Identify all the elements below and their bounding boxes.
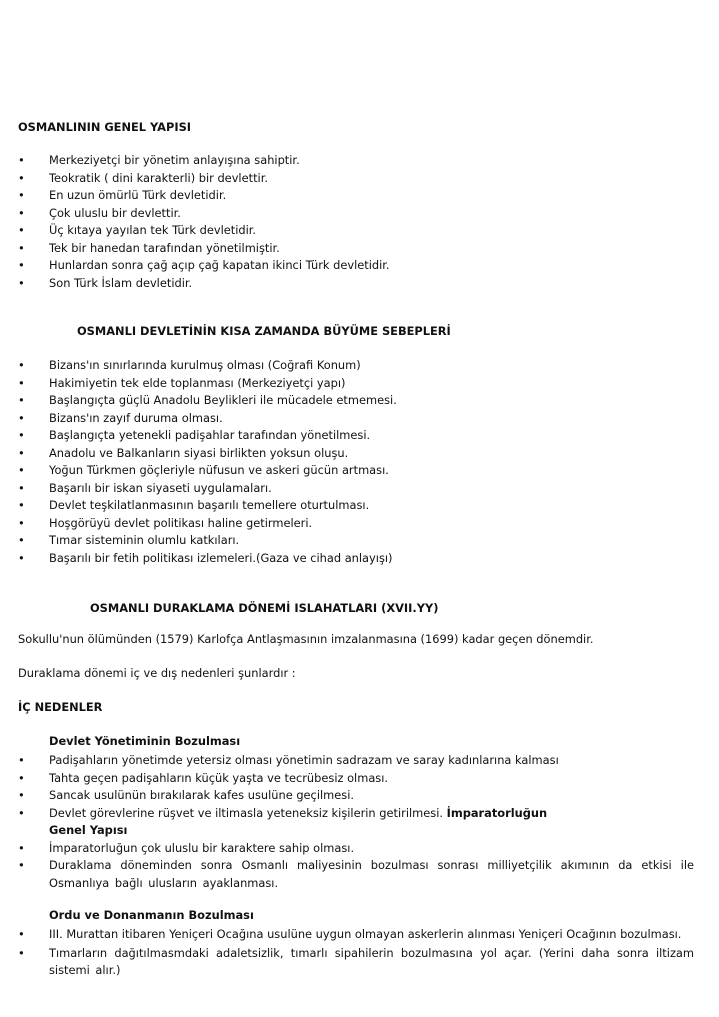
list-item: • Teokratik ( dini karakterli) bir devlettir. xyxy=(18,170,390,188)
bullet: • xyxy=(18,428,25,442)
list-item: • Devlet görevlerine rüşvet ve iltimasla yeteneksiz kişilerin getirilmesi. İmparatorluğun xyxy=(18,805,694,823)
bullet: • xyxy=(18,927,25,941)
list-item: • Tımarların dağıtılmasmdaki adaletsizlik, tımarlı sipahilerin bozulmasına yol açar. (Yerini daha sonra iltizam sistemi alır.) xyxy=(18,945,694,977)
list-item: • Yoğun Türkmen göçleriyle nüfusun ve askeri gücün artması. xyxy=(18,462,397,480)
list-item: • Tımar sisteminin olumlu katkıları. xyxy=(18,532,397,550)
list-item: • Son Türk İslam devletidir. xyxy=(18,275,390,293)
bullet: • xyxy=(18,770,25,785)
list-item-continuation xyxy=(18,822,694,840)
list-item: • Merkeziyetçi bir yönetim anlayışına sahiptir. xyxy=(18,152,390,170)
list-item: • Duraklama döneminden sonra Osmanlı maliyesinin bozulması sonrası milliyetçilik akımının da etkisi ile Osmanlıya bağlı ulusların ayaklanması. xyxy=(18,858,694,890)
subheading-ordu-donanma: Ordu ve Donanmanın Bozulması xyxy=(49,908,254,922)
bullet: • xyxy=(18,753,25,767)
list-item: • Tek bir hanedan tarafından yönetilmiştir. xyxy=(18,240,390,258)
section-title-buyume-sebepleri: OSMANLI DEVLETİNİN KISA ZAMANDA BÜYÜME SEBEPLERİ xyxy=(77,324,451,338)
bullet: • xyxy=(18,805,25,820)
list-item: • Sancak usulünün bırakılarak kafes usulüne geçilmesi. xyxy=(18,787,694,805)
list-item: • Bizans'ın zayıf duruma olması. xyxy=(18,410,397,428)
list-item: • Hakimiyetin tek elde toplanması (Merkeziyetçi yapı) xyxy=(18,375,397,393)
list-item: • Hunlardan sonra çağ açıp çağ kapatan ikinci Türk devletidir. xyxy=(18,257,390,275)
list-item: • İmparatorluğun çok uluslu bir karaktere sahip olması. xyxy=(18,840,694,858)
subheading-devlet-yonetimi: Devlet Yönetiminin Bozulması xyxy=(49,734,241,748)
bullet: • xyxy=(18,788,25,802)
bullet: • xyxy=(18,445,25,460)
list-buyume-sebepleri xyxy=(18,357,397,567)
bullet: • xyxy=(18,550,25,565)
inline-bold-heading: Genel Yapısı xyxy=(49,823,128,837)
list-item: • Üç kıtaya yayılan tek Türk devletidir. xyxy=(18,222,390,240)
list-item: • Başarılı bir iskan siyaseti uygulamaları. xyxy=(18,480,397,498)
bullet: • xyxy=(18,375,25,390)
bullet: • xyxy=(18,533,25,547)
list-item: • Bizans'ın sınırlarında kurulmuş olması (Coğrafi Konum) xyxy=(18,357,397,375)
bullet: • xyxy=(18,358,25,372)
heading-ic-nedenler: İÇ NEDENLER xyxy=(18,700,103,714)
section-title-duraklama: OSMANLI DURAKLAMA DÖNEMİ ISLAHATLARI (XVII.YY) xyxy=(90,601,439,615)
bullet: • xyxy=(18,840,25,855)
list-devlet-yonetimi xyxy=(18,752,694,892)
list-item: • Tahta geçen padişahların küçük yaşta ve tecrübesiz olması. xyxy=(18,770,694,788)
bullet: • xyxy=(18,463,25,477)
bullet: • xyxy=(18,170,25,185)
list-item: • Başlangıçta güçlü Anadolu Beylikleri ile mücadele etmemesi. xyxy=(18,392,397,410)
bullet: • xyxy=(18,393,25,407)
bullet: • xyxy=(18,153,25,167)
bullet: • xyxy=(18,480,25,495)
paragraph-donem-tanimi: Sokullu'nun ölümünden (1579) Karlofça Antlaşmasının imzalanmasına (1699) kadar geçen dönemdir. xyxy=(18,632,594,646)
paragraph-nedenler: Duraklama dönemi iç ve dış nedenleri şunlardır : xyxy=(18,666,296,680)
bullet: • xyxy=(18,275,25,290)
bullet: • xyxy=(18,240,25,255)
list-item: • En uzun ömürlü Türk devletidir. xyxy=(18,187,390,205)
bullet: • xyxy=(18,410,25,425)
list-item: • III. Murattan itibaren Yeniçeri Ocağına usulüne uygun olmayan askerlerin alınması Yeniçeri Ocağının bozulması. xyxy=(18,926,689,944)
bullet: • xyxy=(18,858,25,872)
list-item: • Başlangıçta yetenekli padişahlar tarafından yönetilmesi. xyxy=(18,427,397,445)
bullet: • xyxy=(18,515,25,530)
inline-bold-heading: İmparatorluğun xyxy=(446,805,548,820)
bullet: • xyxy=(18,945,25,960)
section-title-genel-yapi: OSMANLININ GENEL YAPISI xyxy=(18,120,192,134)
list-item: • Hoşgörüyü devlet politikası haline getirmeleri. xyxy=(18,515,397,533)
list-genel-yapi xyxy=(18,152,390,292)
list-item: • Anadolu ve Balkanların siyasi birlikten yoksun oluşu. xyxy=(18,445,397,463)
list-item: • Başarılı bir fetih politikası izlemeleri.(Gaza ve cihad anlayışı) xyxy=(18,550,397,568)
bullet: • xyxy=(18,205,25,220)
list-item: • Padişahların yönetimde yetersiz olması yönetimin sadrazam ve saray kadınlarına kalması xyxy=(18,752,694,770)
bullet: • xyxy=(18,223,25,237)
bullet: • xyxy=(18,188,25,202)
list-item: • Devlet teşkilatlanmasının başarılı temellere oturtulması. xyxy=(18,497,397,515)
bullet: • xyxy=(18,258,25,272)
bullet: • xyxy=(18,498,25,512)
list-item: • Çok uluslu bir devlettir. xyxy=(18,205,390,223)
list-ordu-donanma xyxy=(18,926,694,980)
